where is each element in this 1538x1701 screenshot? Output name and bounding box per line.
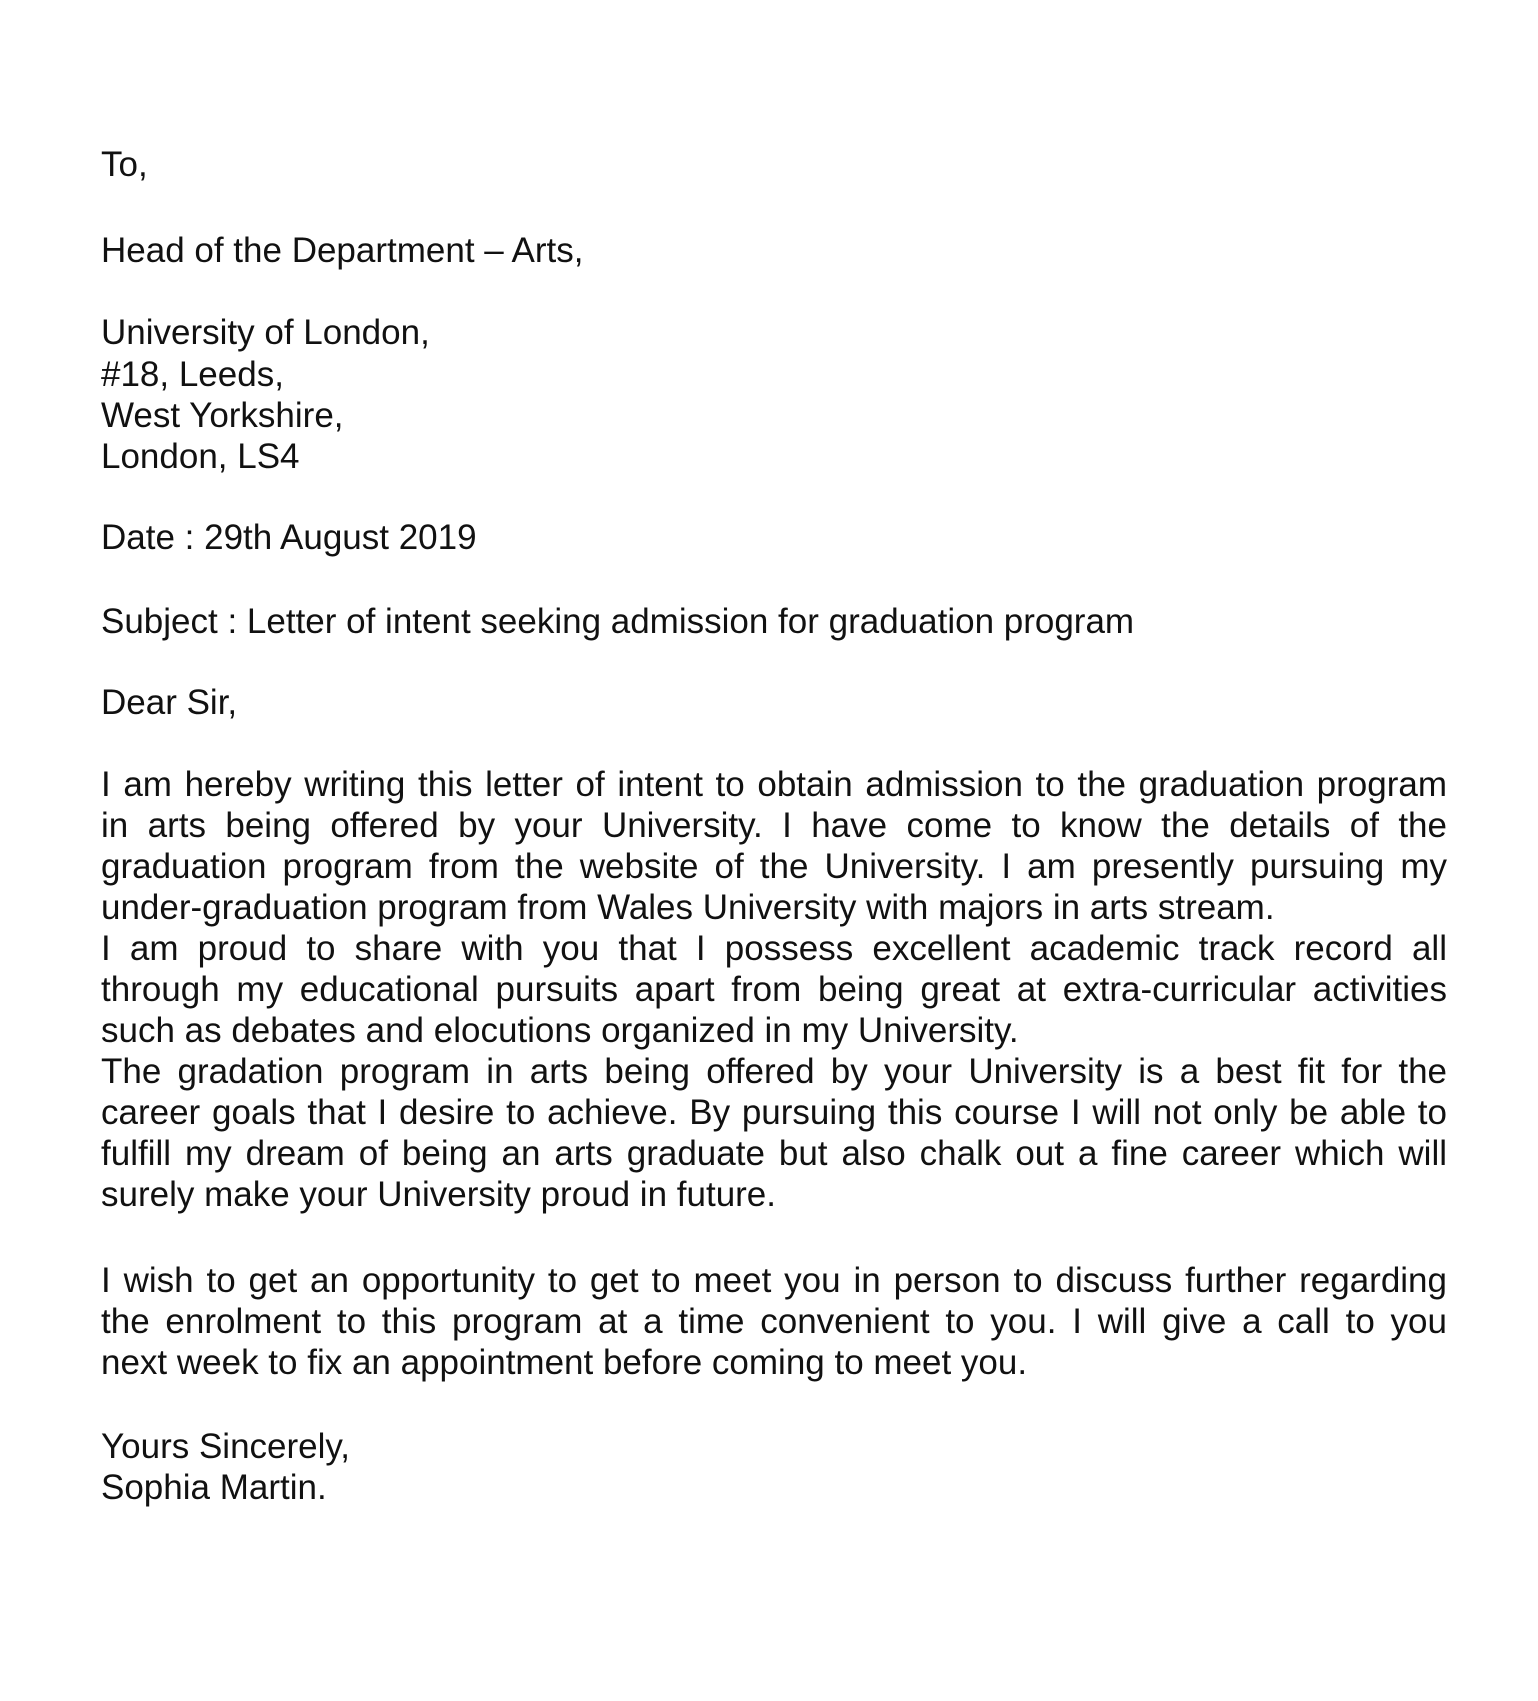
body-line: such as debates and elocutions organized in my University. xyxy=(101,1011,1019,1050)
address-line: West Yorkshire, xyxy=(101,396,344,435)
salutation: Dear Sir, xyxy=(101,683,238,722)
signoff: Yours Sincerely, xyxy=(101,1427,351,1466)
body-line: I am hereby writing this letter of intent to obtain admission to the graduation program xyxy=(101,765,1447,804)
letter-to: To, xyxy=(101,145,148,184)
signature-name: Sophia Martin. xyxy=(101,1468,327,1507)
body-line: graduation program from the website of the University. I am presently pursuing my xyxy=(101,847,1447,886)
closing-line: the enrolment to this program at a time convenient to you. I will give a call to you xyxy=(101,1302,1447,1341)
body-line: in arts being offered by your University. I have come to know the details of the xyxy=(101,806,1447,845)
body-line: under-graduation program from Wales University with majors in arts stream. xyxy=(101,888,1275,927)
closing-paragraph xyxy=(101,1260,1447,1383)
recipient-line: Head of the Department – Arts, xyxy=(101,231,584,270)
body-line: I am proud to share with you that I possess excellent academic track record all xyxy=(101,929,1447,968)
body-line: career goals that I desire to achieve. By pursuing this course I will not only be able to xyxy=(101,1093,1447,1132)
closing-line: next week to fix an appointment before coming to meet you. xyxy=(101,1343,1028,1382)
body-line: The gradation program in arts being offered by your University is a best fit for the xyxy=(101,1052,1447,1091)
body-line: fulfill my dream of being an arts graduate but also chalk out a fine career which will xyxy=(101,1134,1447,1173)
address-line: #18, Leeds, xyxy=(101,355,284,394)
letter-subject: Subject : Letter of intent seeking admission for graduation program xyxy=(101,602,1135,641)
body-paragraph xyxy=(101,764,1447,1215)
address-line: University of London, xyxy=(101,313,430,352)
body-line: through my educational pursuits apart from being great at extra-curricular activities xyxy=(101,970,1447,1009)
address-line: London, LS4 xyxy=(101,437,300,476)
letter-date: Date : 29th August 2019 xyxy=(101,518,477,557)
body-line: surely make your University proud in future. xyxy=(101,1175,776,1214)
closing-line: I wish to get an opportunity to get to meet you in person to discuss further regarding xyxy=(101,1261,1447,1300)
